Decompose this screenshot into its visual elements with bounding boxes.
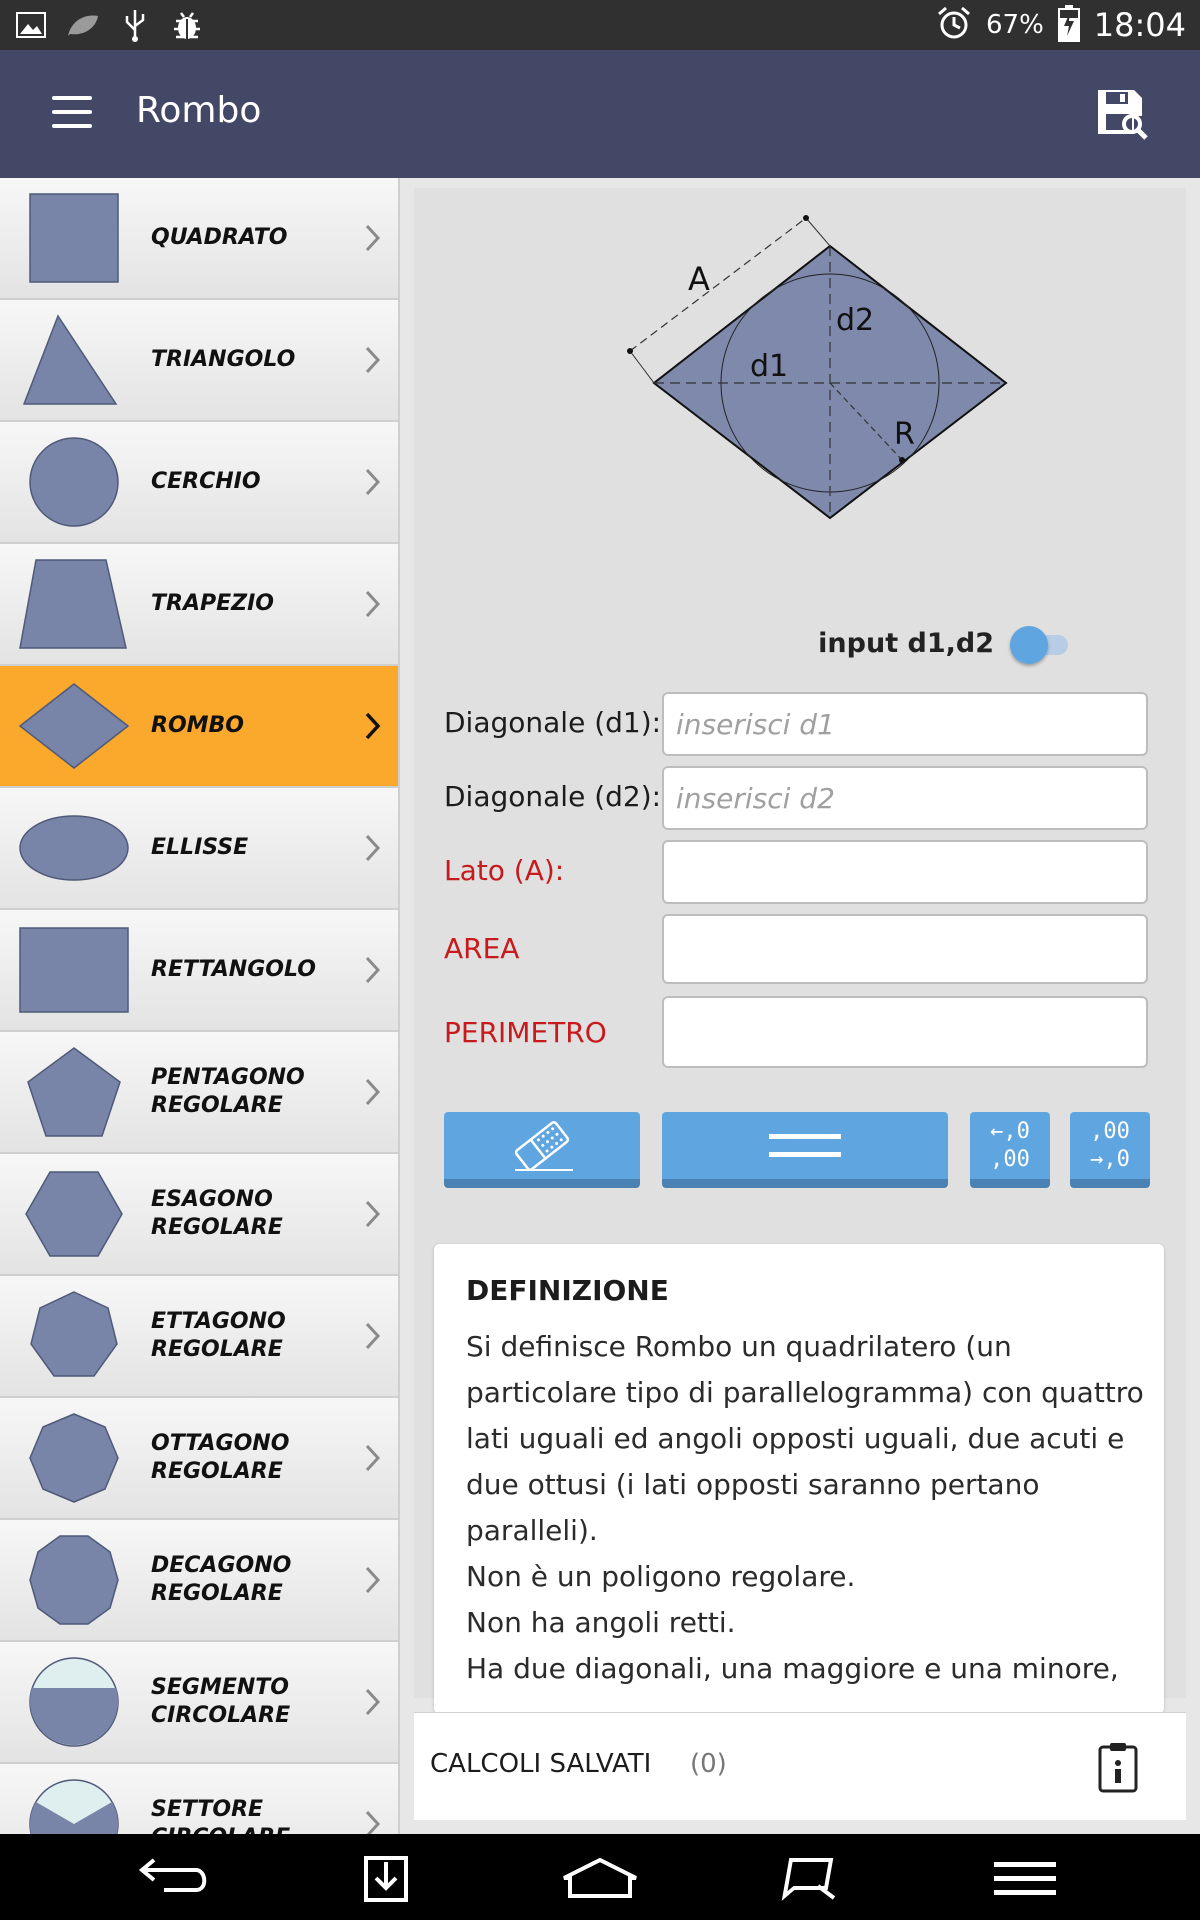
d1-input[interactable] <box>662 692 1148 756</box>
sidebar-item-label: QUADRATO <box>151 225 288 250</box>
shape-list <box>0 178 400 1834</box>
saved-calculations-bar[interactable] <box>414 1712 1186 1820</box>
status-bar <box>0 0 1200 50</box>
usb-icon <box>118 8 152 42</box>
sidebar-item-label: ELLISSE <box>151 835 249 860</box>
sidebar-item-rettangolo[interactable] <box>0 910 398 1032</box>
definition-title: DEFINIZIONE <box>466 1274 669 1307</box>
rectangle-shape-icon <box>16 920 132 1020</box>
input-mode-label: input d1,d2 <box>818 628 994 659</box>
clock: 18:04 <box>1093 6 1186 44</box>
d2-input[interactable] <box>662 766 1148 830</box>
chevron-right-icon <box>364 466 382 498</box>
battery-charging-icon <box>1058 4 1080 46</box>
side-row <box>444 840 1164 904</box>
chevron-right-icon <box>364 1076 382 1108</box>
label-d1: d1 <box>750 349 789 384</box>
input-mode-toggle[interactable] <box>1010 626 1072 662</box>
definition-paragraph: Non ha angoli retti. <box>466 1606 736 1639</box>
calculator-panel <box>414 188 1186 1698</box>
chevron-right-icon <box>364 1564 382 1596</box>
sidebar-item-label: PENTAGONO REGOLARE <box>151 1065 305 1118</box>
d2-row <box>444 766 1164 830</box>
sidebar-item-label: OTTAGONO REGOLARE <box>151 1431 290 1484</box>
bug-icon <box>170 8 204 42</box>
increase-decimals-button[interactable] <box>1070 1112 1150 1188</box>
sidebar-item-pentagono[interactable] <box>0 1032 398 1154</box>
sidebar-item-segmento[interactable] <box>0 1642 398 1764</box>
battery-percent: 67% <box>985 10 1044 40</box>
chevron-right-icon <box>364 954 382 986</box>
clipboard-icon[interactable] <box>1096 1741 1140 1793</box>
increase-decimals-label: ,00 →,0 <box>1090 1118 1130 1172</box>
back-icon[interactable] <box>134 1854 214 1902</box>
perimeter-output[interactable] <box>662 996 1148 1068</box>
saved-calculations-count: (0) <box>690 1749 727 1779</box>
d2-label: Diagonale (d2): <box>444 780 662 813</box>
sidebar-item-quadrato[interactable] <box>0 178 398 300</box>
input-mode-row <box>414 618 1134 670</box>
sidebar-item-rombo[interactable] <box>0 666 398 788</box>
chevron-right-icon <box>364 1442 382 1474</box>
label-d2: d2 <box>836 303 875 338</box>
sidebar-item-ottagono[interactable] <box>0 1398 398 1520</box>
chevron-right-icon <box>364 832 382 864</box>
sidebar-item-label: RETTANGOLO <box>151 957 316 982</box>
sidebar-item-trapezio[interactable] <box>0 544 398 666</box>
perimeter-label: PERIMETRO <box>444 1016 607 1049</box>
hexagon-shape-icon <box>16 1164 132 1264</box>
sidebar-item-ettagono[interactable] <box>0 1276 398 1398</box>
triangle-shape-icon <box>16 310 132 410</box>
pentagon-shape-icon <box>16 1042 132 1142</box>
decrease-decimals-button[interactable] <box>970 1112 1050 1188</box>
definition-card <box>434 1244 1164 1714</box>
sidebar-item-ellisse[interactable] <box>0 788 398 910</box>
sidebar-item-label: ROMBO <box>151 713 245 738</box>
chevron-right-icon <box>364 1686 382 1718</box>
square-shape-icon <box>16 188 132 288</box>
leaf-icon <box>66 8 100 42</box>
app-bar <box>0 50 1200 178</box>
trapezoid-shape-icon <box>16 554 132 654</box>
side-output[interactable] <box>662 840 1148 904</box>
sidebar-item-label: SEGMENTO CIRCOLARE <box>151 1675 291 1728</box>
definition-paragraph: Ha due diagonali, una maggiore e una minore, <box>466 1652 1119 1685</box>
circular-segment-shape-icon <box>16 1652 132 1752</box>
sidebar-item-triangolo[interactable] <box>0 300 398 422</box>
decagon-shape-icon <box>16 1530 132 1630</box>
sidebar-item-esagono[interactable] <box>0 1154 398 1276</box>
circle-shape-icon <box>16 432 132 532</box>
area-label: AREA <box>444 932 520 965</box>
label-radius: R <box>894 417 915 452</box>
area-row <box>444 914 1164 984</box>
sidebar-item-label: TRAPEZIO <box>151 591 274 616</box>
clear-button[interactable] <box>444 1112 640 1188</box>
image-icon <box>14 8 48 42</box>
side-label: Lato (A): <box>444 854 565 887</box>
definition-text <box>466 1324 1146 1692</box>
sidebar-item-decagono[interactable] <box>0 1520 398 1642</box>
sidebar-item-cerchio[interactable] <box>0 422 398 544</box>
chevron-right-icon <box>364 1320 382 1352</box>
equals-icon <box>767 1130 843 1162</box>
rhombus-diagram <box>564 208 1074 598</box>
home-icon[interactable] <box>560 1854 640 1902</box>
saved-calculations-label: CALCOLI SALVATI <box>430 1749 652 1779</box>
definition-paragraph: Si definisce Rombo un quadrilatero (un particolare tipo di parallelogramma) con quattro lati uguali ed angoli opposti uguali, due acuti e due ottusi (i lati opposti saranno pertano paralleli). <box>466 1330 1144 1547</box>
eraser-icon <box>507 1118 577 1174</box>
recents-icon[interactable] <box>772 1854 852 1902</box>
navigation-bar <box>0 1834 1200 1920</box>
ellipse-shape-icon <box>16 798 132 898</box>
rhombus-shape-icon <box>16 676 132 776</box>
perimeter-row <box>444 996 1164 1068</box>
menu-icon[interactable] <box>986 1854 1066 1902</box>
sidebar-item-label: ETTAGONO REGOLARE <box>151 1309 286 1362</box>
d1-label: Diagonale (d1): <box>444 706 662 739</box>
chevron-right-icon <box>364 222 382 254</box>
chevron-right-icon <box>364 1198 382 1230</box>
sidebar-item-label: ESAGONO REGOLARE <box>151 1187 283 1240</box>
hamburger-icon[interactable] <box>48 92 96 136</box>
heptagon-shape-icon <box>16 1286 132 1386</box>
sidebar-item-label: CERCHIO <box>151 469 261 494</box>
chevron-right-icon <box>364 588 382 620</box>
chevron-right-icon <box>364 344 382 376</box>
decrease-decimals-label: ←,0 ,00 <box>990 1118 1030 1172</box>
sidebar-item-label: TRIANGOLO <box>151 347 296 372</box>
chevron-right-icon <box>364 710 382 742</box>
sidebar-item-label: DECAGONO REGOLARE <box>151 1553 292 1606</box>
download-icon[interactable] <box>346 1854 426 1902</box>
d1-row <box>444 692 1164 756</box>
area-output[interactable] <box>662 914 1148 984</box>
octagon-shape-icon <box>16 1408 132 1508</box>
label-side-a: A <box>688 260 710 298</box>
definition-paragraph: Non è un poligono regolare. <box>466 1560 856 1593</box>
alarm-icon <box>936 5 972 45</box>
save-search-icon[interactable] <box>1094 86 1150 142</box>
sidebar-item-label: SETTORE <box>151 1797 264 1822</box>
page-title: Rombo <box>136 90 262 131</box>
calculate-button[interactable] <box>662 1112 948 1188</box>
